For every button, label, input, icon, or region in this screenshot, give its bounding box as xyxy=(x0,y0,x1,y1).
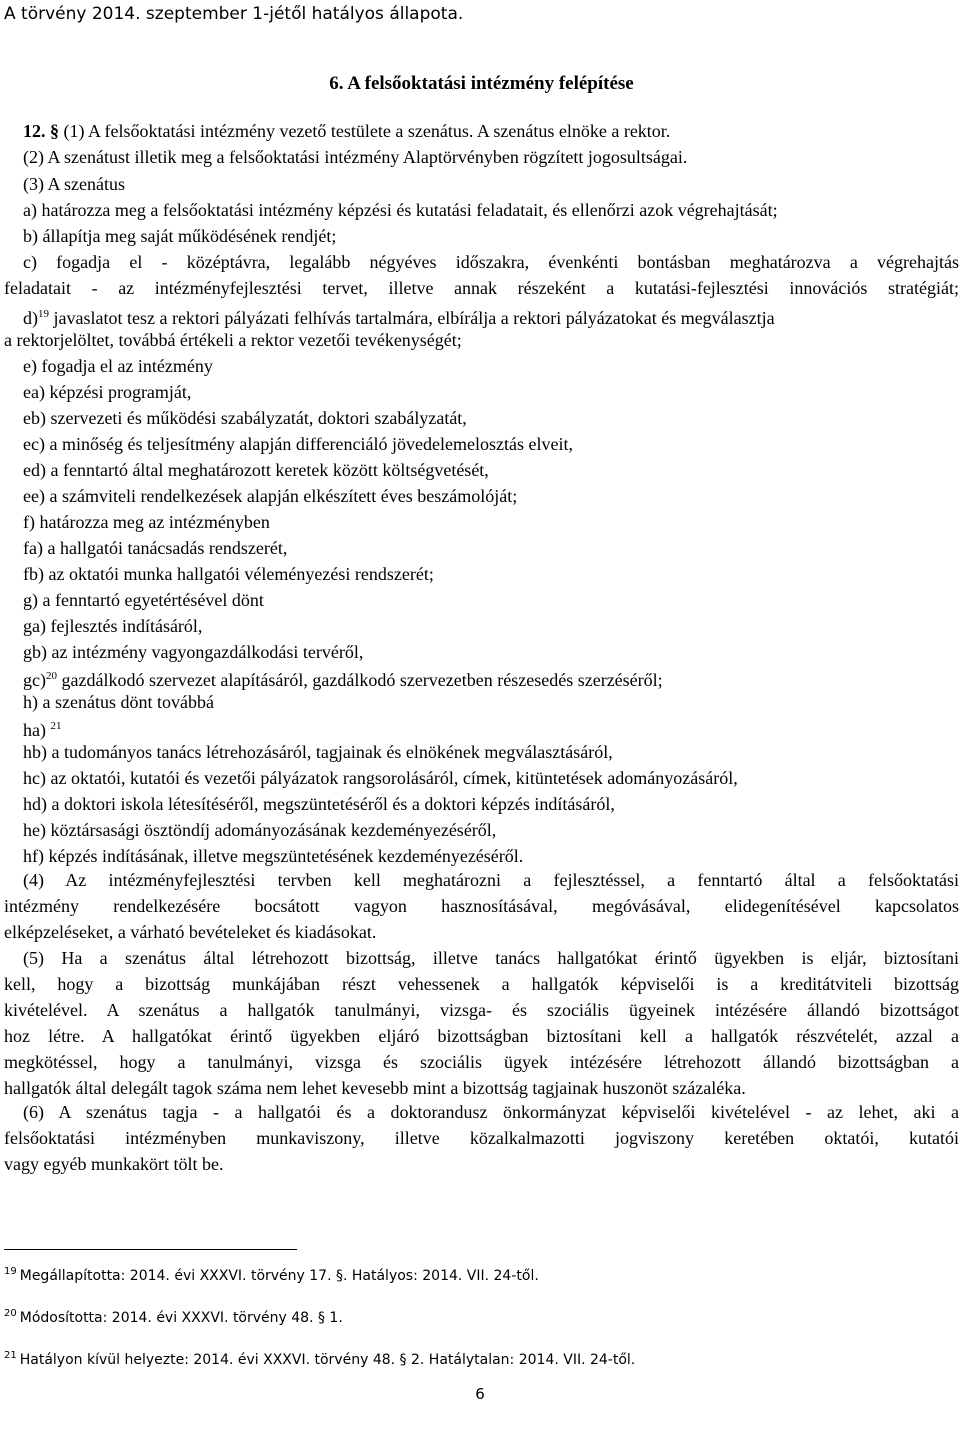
paragraph-5-line: hallgatók által delegált tagok száma nem lehet kevesebb mint a bizottság tagjainak huszonöt százaléka. xyxy=(4,1078,746,1098)
text-line-d xyxy=(23,304,959,328)
text-line: b) állapítja meg saját működésének rendjét; xyxy=(23,226,337,246)
paragraph-6-line: vagy egyéb munkakört tölt be. xyxy=(4,1154,224,1174)
paragraph-6-line: felsőoktatási intézményben munkaviszony, illetve közalkalmazotti jogviszony keretében oktatói, kutatói xyxy=(4,1128,959,1148)
text-line-gc xyxy=(23,666,663,690)
text-line: ga) fejlesztés indításáról, xyxy=(23,616,203,636)
text-line: a) határozza meg a felsőoktatási intézmény képzési és kutatási feladatait, és ellenőrzi azok végrehajtását; xyxy=(23,200,778,220)
footnote-ref: 20 xyxy=(45,670,57,682)
text-line: (3) A szenátus xyxy=(23,174,125,194)
text-line: feladatait - az intézményfejlesztési tervet, illetve annak részeként a kutatási-fejlesztési innovációs stratégiát; xyxy=(4,278,959,298)
text-line: hd) a doktori iskola létesítéséről, megszüntetéséről és a doktori képzés indításáról, xyxy=(23,794,615,814)
text-line: he) köztársasági ösztöndíj adományozásának kezdeményezéséről, xyxy=(23,820,497,840)
page-header: A törvény 2014. szeptember 1-jétől hatályos állapota. xyxy=(4,4,464,24)
footnote xyxy=(4,1308,343,1326)
section-sign: § xyxy=(50,121,59,141)
text-line: c) fogadja el - középtávra, legalább négyéves időszakra, évenkénti bontásban meghatározva a végrehajtás xyxy=(23,252,959,272)
text-line: ec) a minőség és teljesítmény alapján differenciáló jövedelemelosztás elveit, xyxy=(23,434,573,454)
paragraph-5-line: megkötéssel, hogy a tanulmányi, vizsga és szociális ügyek intézésére létrehozott állandó bizottságban a xyxy=(4,1052,959,1072)
text-line: e) fogadja el az intézmény xyxy=(23,356,213,376)
text-line: hc) az oktatói, kutatói és vezetői pályázatok rangsorolásáról, címek, kitüntetések adományozásáról, xyxy=(23,768,738,788)
paragraph-12-line xyxy=(23,121,670,141)
text-line: g) a fenntartó egyetértésével dönt xyxy=(23,590,264,610)
footnote xyxy=(4,1266,539,1284)
item-label: gc) xyxy=(23,670,46,690)
paragraph-5-line: hoz létre. A hallgatókat érintő ügyekben eljáró bizottságban biztosítani kell a hallgatók részvételét, azzal a xyxy=(4,1026,959,1046)
paragraph-6-line: (6) A szenátus tagja - a hallgatói és a doktorandusz önkormányzat képviselői kivételével - az lehet, aki a xyxy=(23,1102,959,1122)
footnote-number: 20 xyxy=(4,1308,17,1319)
text-line: hf) képzés indításának, illetve megszüntetésének kezdeményezéséről. xyxy=(23,846,524,866)
text-line: (2) A szenátust illetik meg a felsőoktatási intézmény Alaptörvényben rögzített jogosultságai. xyxy=(23,147,688,167)
text-line: eb) szervezeti és működési szabályzatát, doktori szabályzatát, xyxy=(23,408,467,428)
text-line: h) a szenátus dönt továbbá xyxy=(23,692,214,712)
section-title: 6. A felsőoktatási intézmény felépítése xyxy=(329,73,634,94)
footnote-number: 21 xyxy=(4,1350,17,1361)
paragraph-5-line: (5) Ha a szenátus által létrehozott bizottság, illetve tanács hallgatókat érintő ügyekben is eljár, biztosítani xyxy=(23,948,959,968)
text-line: ea) képzési programját, xyxy=(23,382,192,402)
paragraph-number: 12. xyxy=(23,121,46,141)
footnote-separator xyxy=(4,1249,297,1250)
text-line-ha xyxy=(23,716,61,740)
footnote-ref: 19 xyxy=(38,308,49,320)
item-label: d) xyxy=(23,308,38,328)
page-number: 6 xyxy=(475,1385,485,1403)
text-line: a rektorjelöltet, továbbá értékeli a rektor vezetői tevékenységét; xyxy=(4,330,462,350)
item-label: ha) xyxy=(23,720,46,740)
text-line: ed) a fenntartó által meghatározott keretek között költségvetését, xyxy=(23,460,489,480)
paragraph-4-line: (4) Az intézményfejlesztési tervben kell meghatározni a fejlesztéssel, a fenntartó által a felsőoktatási xyxy=(23,870,959,890)
footnote-number: 19 xyxy=(4,1266,17,1277)
footnote xyxy=(4,1350,635,1368)
footnote-text: Hatályon kívül helyezte: 2014. évi XXXVI. törvény 48. § 2. Hatálytalan: 2014. VII. 24-től. xyxy=(19,1352,636,1368)
text-line: hb) a tudományos tanács létrehozásáról, tagjainak és elnökének megválasztásáról, xyxy=(23,742,613,762)
item-text: gazdálkodó szervezet alapításáról, gazdálkodó szervezetben részesedés szerzéséről; xyxy=(61,670,663,690)
paragraph-4-line: intézmény rendelkezésére bocsátott vagyon hasznosításával, megóvásával, elidegenítésével kapcsolatos xyxy=(4,896,959,916)
footnote-text: Megállapította: 2014. évi XXXVI. törvény 17. §. Hatályos: 2014. VII. 24-től. xyxy=(19,1268,539,1284)
paragraph-text: (1) A felsőoktatási intézmény vezető testülete a szenátus. A szenátus elnöke a rektor. xyxy=(63,121,671,141)
text-line: fb) az oktatói munka hallgatói véleményezési rendszerét; xyxy=(23,564,434,584)
paragraph-4-line: elképzeléseket, a várható bevételeket és kiadásokat. xyxy=(4,922,377,942)
text-line: f) határozza meg az intézményben xyxy=(23,512,270,532)
text-line: ee) a számviteli rendelkezések alapján elkészített éves beszámolóját; xyxy=(23,486,518,506)
text-line: fa) a hallgatói tanácsadás rendszerét, xyxy=(23,538,288,558)
footnote-ref: 21 xyxy=(50,720,62,732)
paragraph-5-line: kell, hogy a bizottság munkájában részt vehessenek a hallgatók képviselői is a kreditátviteli bizottság xyxy=(4,974,959,994)
footnote-text: Módosította: 2014. évi XXXVI. törvény 48. § 1. xyxy=(19,1310,343,1326)
text-line: gb) az intézmény vagyongazdálkodási tervéről, xyxy=(23,642,364,662)
paragraph-5-line: kivételével. A szenátus a hallgatók tanulmányi, vizsga- és szociális ügyeinek intézésére állandó bizottságot xyxy=(4,1000,959,1020)
item-text: javaslatot tesz a rektori pályázati felhívás tartalmára, elbírálja a rektori pályázatokat és megválasztja xyxy=(53,308,775,328)
